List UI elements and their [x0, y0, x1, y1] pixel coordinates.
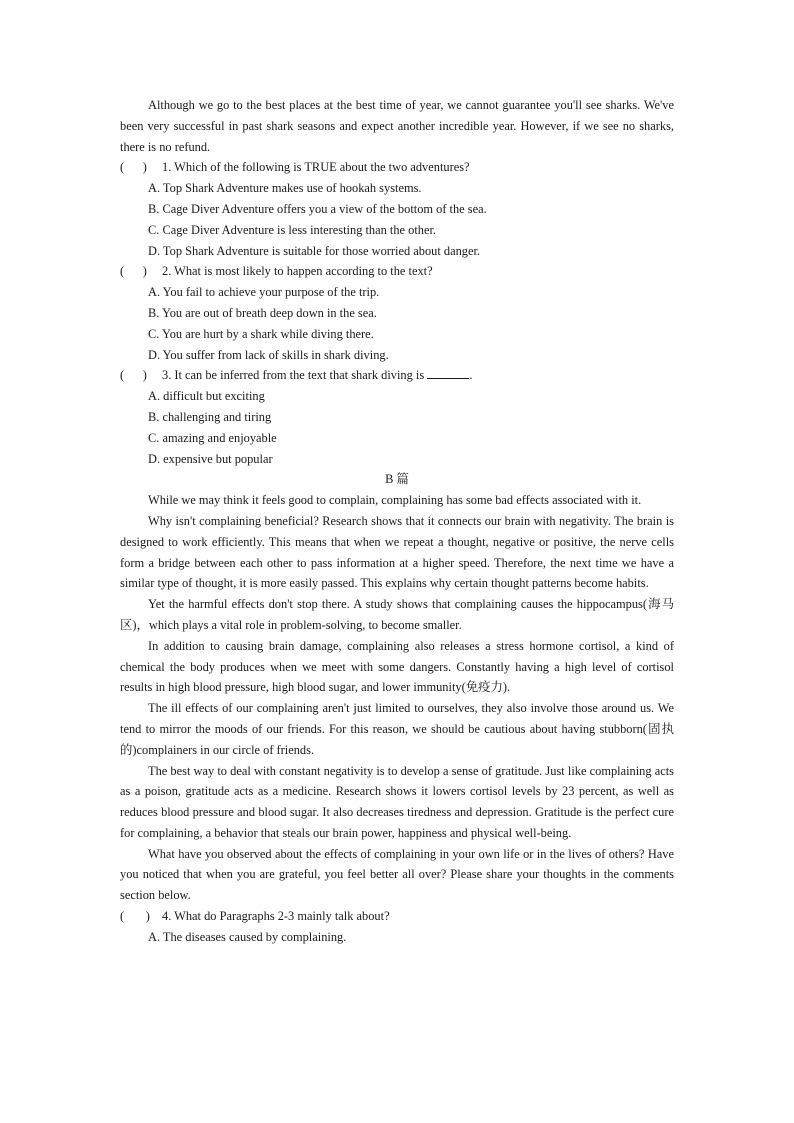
- option: B. challenging and tiring: [148, 409, 272, 424]
- passage-paragraph: The ill effects of our complaining aren't just limited to ourselves, they also involve those around us. We tend to mirror the moods of our friends. For this reason, we should be cautious about having stubborn(固执的)complainers in our circle of friends.: [120, 701, 674, 757]
- option: A. You fail to achieve your purpose of the trip.: [148, 285, 380, 300]
- question-stem: 3. It can be inferred from the text that shark diving is .: [162, 365, 472, 386]
- option: D. Top Shark Adventure is suitable for those worried about danger.: [148, 243, 481, 258]
- option: C. Cage Diver Adventure is less interesting than the other.: [148, 222, 437, 237]
- passage-paragraph: Why isn't complaining beneficial? Research shows that it connects our brain with negativity. The brain is designed to work efficiently. This means that when we repeat a thought, negative or positive, the nerve cells form a bridge between each other to pass information at a higher speed. Therefore, the next time we have a similar type of thought, it is more easily passed. This explains why certain thought patterns become habits.: [120, 513, 674, 591]
- question-1: [120, 157, 674, 261]
- question-4: [120, 906, 674, 948]
- intro-paragraph: Although we go to the best places at the best time of year, we cannot guarantee you'll see sharks. We've been very successful in past shark seasons and expect another incredible year. However, if we see no sharks, there is no refund.: [120, 98, 674, 154]
- passage-paragraph: What have you observed about the effects of complaining in your own life or in the lives of others? Have you noticed that when you are grateful, you feel better all over? Please share your thoughts in the comments section below.: [120, 846, 674, 903]
- option: B. You are out of breath deep down in the sea.: [148, 305, 377, 320]
- option: A. The diseases caused by complaining.: [148, 929, 347, 944]
- document-page: [120, 95, 674, 948]
- question-stem: 4. What do Paragraphs 2-3 mainly talk about?: [162, 909, 390, 924]
- passage-paragraph: In addition to causing brain damage, complaining also releases a stress hormone cortisol, a kind of chemical the body produces when we meet with some dangers. Constantly having a high level of cortisol results in high blood pressure, high blood sugar, and lower immunity(免疫力).: [120, 638, 674, 695]
- option: C. amazing and enjoyable: [148, 430, 277, 445]
- option: C. You are hurt by a shark while diving there.: [148, 326, 374, 341]
- option: D. You suffer from lack of skills in shark diving.: [148, 347, 389, 362]
- answer-blank[interactable]: [427, 365, 469, 379]
- option: B. Cage Diver Adventure offers you a view of the bottom of the sea.: [148, 201, 487, 216]
- passage-paragraph: The best way to deal with constant negativity is to develop a sense of gratitude. Just like complaining acts as a poison, gratitude acts as a medicine. Research shows it lowers cortisol levels by 23 percent, as well as reduces blood pressure and blood sugar. It also decreases tiredness and depression. Gratitude is the perfect cure for complaining, a behavior that steals our brain power, happiness and physical well-being.: [120, 763, 674, 840]
- passage-paragraph: While we may think it feels good to complain, complaining has some bad effects associated with it.: [148, 493, 642, 508]
- question-stem: 2. What is most likely to happen according to the text?: [162, 264, 433, 279]
- answer-paren: ( ): [120, 368, 147, 383]
- question-3: [120, 365, 674, 469]
- question-stem: 1. Which of the following is TRUE about the two adventures?: [162, 160, 470, 175]
- passage-b: [120, 490, 674, 906]
- answer-paren: ( ): [120, 264, 147, 279]
- question-2: [120, 261, 674, 365]
- answer-paren: ( ): [120, 160, 147, 175]
- section-b-title: B 篇: [385, 472, 409, 487]
- option: A. difficult but exciting: [148, 389, 265, 404]
- answer-paren: ( ): [120, 909, 150, 924]
- option: D. expensive but popular: [148, 451, 273, 466]
- passage-paragraph: Yet the harmful effects don't stop there. A study shows that complaining causes the hippocampus(海马区)，which plays a vital role in problem-solving, to become smaller.: [120, 597, 674, 632]
- option: A. Top Shark Adventure makes use of hookah systems.: [148, 181, 422, 196]
